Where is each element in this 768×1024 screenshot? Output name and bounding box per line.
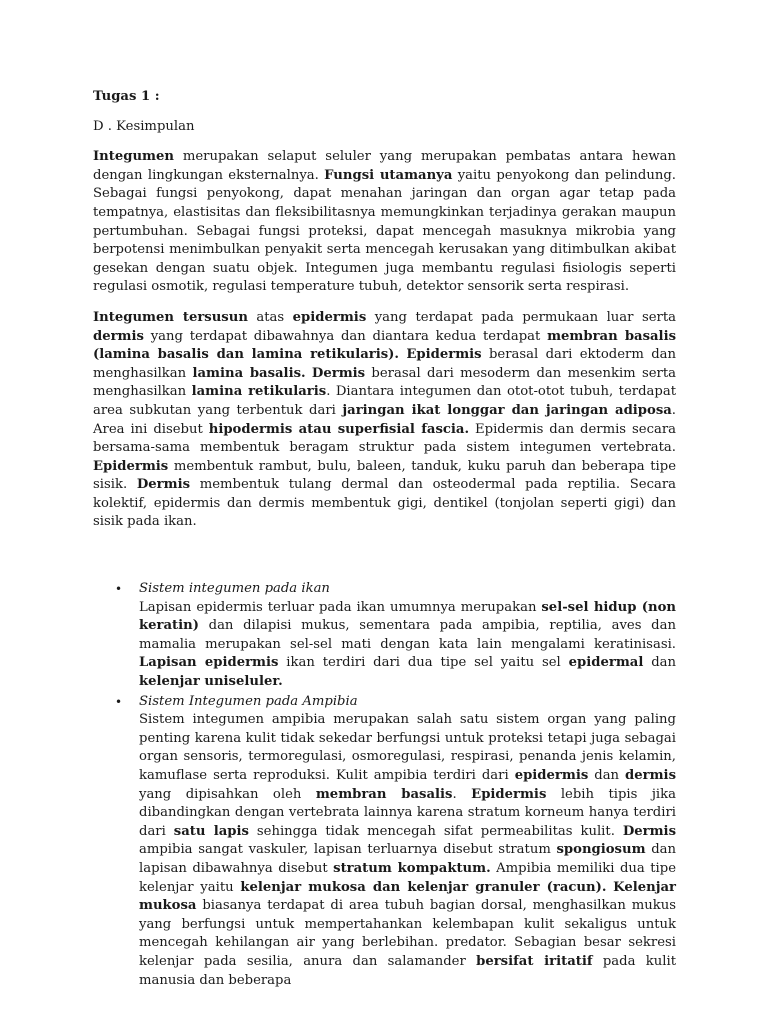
bullet-icon: • bbox=[115, 582, 123, 597]
bold-term: Integumen tersusun bbox=[93, 309, 248, 325]
bold-term: Dermis bbox=[622, 823, 676, 839]
bold-term: spongiosum bbox=[556, 842, 646, 858]
bold-term: epidermal bbox=[568, 655, 644, 671]
bold-term: dermis bbox=[93, 328, 144, 344]
list-item-title: Sistem integumen pada ikan bbox=[139, 581, 330, 597]
spacer bbox=[93, 544, 676, 580]
bold-term: jaringan ikat longgar dan jaringan adiposa bbox=[342, 402, 672, 418]
bold-term: stratum kompaktum. bbox=[333, 860, 491, 876]
list-item-body: Lapisan epidermis terluar pada ikan umumnya merupakan sel-sel hidup (non keratin) dan dilapisi mukus, sementara pada ampibia, reptilia, aves dan mamalia merupakan sel-sel mati dengan kata lain mengalami keratinisasi. Lapisan epidermis ikan terdiri dari dua tipe sel yaitu sel epidermal dan kelenjar uniseluler. bbox=[139, 599, 677, 690]
bold-term: membran basalis bbox=[315, 786, 453, 802]
bold-term: epidermis bbox=[514, 768, 589, 783]
bold-term: Epidermis bbox=[471, 786, 547, 802]
list-item-fish bbox=[93, 580, 676, 692]
bold-term: Integumen bbox=[93, 149, 174, 165]
bold-term: Dermis bbox=[311, 365, 366, 381]
bold-term: lamina retikularis bbox=[191, 384, 327, 400]
bullet-icon: • bbox=[115, 694, 123, 709]
bold-term: kelenjar uniseluler. bbox=[139, 674, 283, 690]
list-item-title: Sistem Integumen pada Ampibia bbox=[139, 693, 358, 709]
bold-term: Dermis bbox=[136, 477, 191, 493]
bold-term: satu lapis bbox=[173, 823, 249, 839]
bold-term: Epidermis bbox=[406, 347, 482, 363]
document-page bbox=[93, 88, 676, 991]
bold-term: membran basalis (lamina basalis dan lamina retikularis). bbox=[93, 328, 676, 363]
bold-term: epidermis bbox=[292, 309, 367, 325]
bold-term: Lapisan epidermis bbox=[139, 655, 279, 671]
list-item-body: Sistem integumen ampibia merupakan salah satu sistem organ yang paling penting karena kulit tidak sekedar berfungsi untuk proteksi tetapi juga sebagai organ sensoris, termoregulasi, osmoregulasi, respirasi, penanda jenis kelamin, kamuflase serta reproduksi. Kulit ampibia terdiri dari epidermis dan dermis yang dipisahkan oleh membran basalis. Epidermis lebih tipis jika dibandingkan dengan vertebrata lainnya karena stratum korneum hanya terdiri dari satu lapis sehingga tidak mencegah sifat permeabilitas kulit. Dermis ampibia sangat vaskuler, lapisan terluarnya disebut stratum spongiosum dan lapisan dibawahnya disebut stratum kompaktum. Ampibia memiliki dua tipe kelenjar yaitu kelenjar mukosa dan kelenjar granuler (racun). Kelenjar mukosa biasanya terdapat di area tubuh bagian dorsal, menghasilkan mukus yang berfungsi untuk mempertahankan kelembapan kulit sekaligus untuk mencegah kehilangan air yang berlebihan. predator. Sebagian besar sekresi kelenjar pada sesilia, anura dan salamander bersifat iritatif pada kulit manusia dan beberapa bbox=[139, 712, 677, 988]
list-item-amphibian bbox=[93, 693, 676, 991]
bold-term: sel-sel hidup (non keratin) bbox=[139, 599, 676, 634]
bold-term: lamina basalis. bbox=[192, 365, 306, 381]
paragraph-integumen-structure: Integumen tersusun atas epidermis yang terdapat pada permukaan luar serta dermis yang terdapat dibawahnya dan diantara kedua terdapat membran basalis (lamina basalis dan lamina retikularis). Epidermis berasal dari ektoderm dan menghasilkan lamina basalis. Dermis berasal dari mesoderm dan mesenkim serta menghasilkan lamina retikularis. Diantara integumen dan otot-otot tubuh, terdapat area subkutan yang terbentuk dari jaringan ikat longgar dan jaringan adiposa. Area ini disebut hipodermis atau superfisial fascia. Epidermis dan dermis secara bersama-sama membentuk beragam struktur pada sistem integumen vertebrata. Epidermis membentuk rambut, bulu, baleen, tanduk, kuku paruh dan beberapa tipe sisik. Dermis membentuk tulang dermal dan osteodermal pada reptilia. Secara kolektif, epidermis dan dermis membentuk gigi, dentikel (tonjolan seperti gigi) dan sisik pada ikan. bbox=[93, 309, 677, 530]
bold-term: bersifat iritatif bbox=[476, 953, 593, 969]
bold-term: hipodermis atau superfisial fascia. bbox=[208, 421, 470, 437]
paragraph-integumen-definition: Integumen merupakan selaput seluler yang merupakan pembatas antara hewan dengan lingkungan eksternalnya. Fungsi utamanya yaitu penyokong dan pelindung. Sebagai fungsi penyokong, dapat menahan jaringan dan organ agar tetap pada tempatnya, elastisitas dan fleksibilitasnya memungkinkan terjadinya gerakan maupun pertumbuhan. Sebagai fungsi proteksi, dapat mencegah masuknya mikrobia yang berpotensi menimbulkan penyakit serta mencegah kerusakan yang ditimbulkan akibat gesekan dengan suatu objek. Integumen juga membantu regulasi fisiologis seperti regulasi osmotik, regulasi temperature tubuh, detektor sensorik serta respirasi. bbox=[93, 149, 676, 295]
bold-term: Kelenjar mukosa bbox=[139, 879, 676, 914]
bold-term: dermis bbox=[625, 768, 676, 783]
integument-system-list bbox=[93, 580, 676, 990]
section-heading: D . Kesimpulan bbox=[93, 118, 195, 134]
bold-term: Fungsi utamanya bbox=[324, 167, 453, 183]
bold-term: Epidermis bbox=[93, 458, 169, 474]
bold-term: kelenjar mukosa dan kelenjar granuler (racun). bbox=[240, 879, 607, 895]
assignment-title: Tugas 1 : bbox=[93, 89, 160, 104]
